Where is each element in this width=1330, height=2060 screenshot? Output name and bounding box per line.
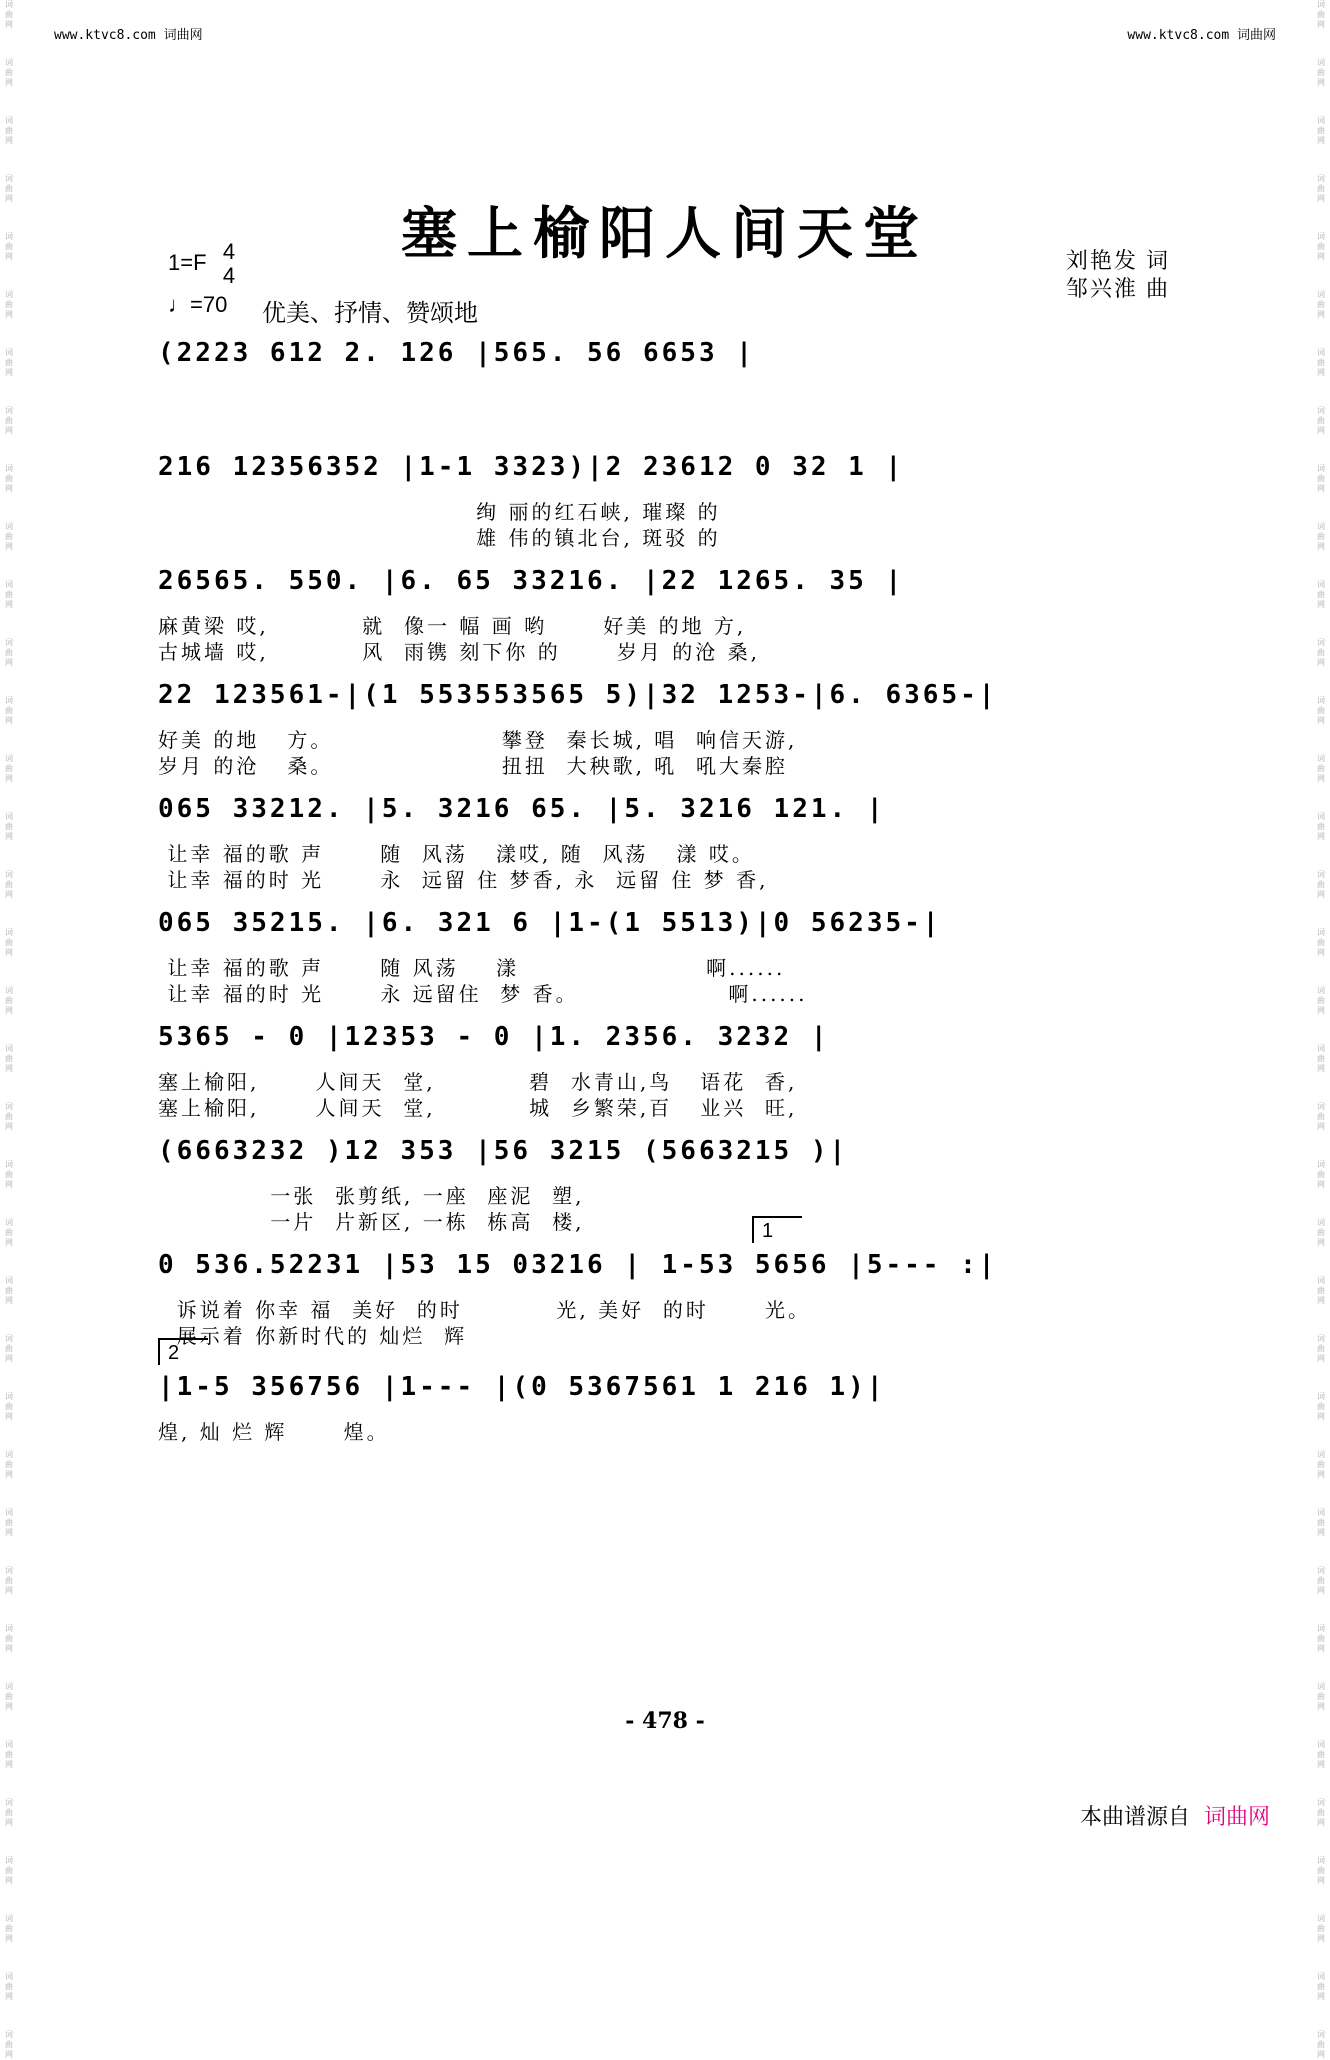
edge-watermark-text: 词曲网 [5,174,13,203]
source-label: 本曲谱源自 [1079,1804,1190,1829]
lyric-verse-1: 好美 的地 方。 攀登 秦长城, 唱 响信天游, [158,728,798,752]
edge-watermark-text: 词曲网 [1317,406,1325,435]
edge-watermark-text: 词曲网 [1317,1566,1325,1595]
edge-watermark-text: 词曲网 [5,1798,13,1827]
edge-watermark-text: 词曲网 [5,1392,13,1421]
edge-watermark-text: 词曲网 [1317,1914,1325,1943]
edge-watermark-text: 词曲网 [5,58,13,87]
lyric-verse-1: 让幸 福的歌 声 随 风荡 漾哎, 随 风荡 漾 哎。 [158,842,755,866]
header-site-right[interactable]: www.ktvc8.com 词曲网 [1127,28,1276,43]
edge-watermark-text: 词曲网 [5,116,13,145]
edge-watermark-text: 词曲网 [5,1972,13,2001]
lyric-verse-1: 塞上榆阳, 人间天 堂, 碧 水青山,鸟 语花 香, [158,1070,798,1094]
edge-watermark-text: 词曲网 [5,348,13,377]
edge-watermark-text: 词曲网 [1317,1682,1325,1711]
notation-line: (6663232 )12 353 |56 3215 (5663215 )| [158,1136,849,1166]
song-title: 塞上榆阳人间天堂 [401,201,929,267]
volta-bracket: 2 [158,1338,208,1365]
notation-line: 0 536.52231 |53 15 03216 | 1-53 5656 |5--- :| [158,1250,998,1280]
edge-watermark-text: 词曲网 [1317,522,1325,551]
notation-line: 065 33212. |5. 3216 65. |5. 3216 121. | [158,794,886,824]
lyricist-credit: 刘艳发 词 [1065,248,1170,273]
edge-watermark-text: 词曲网 [1317,1334,1325,1363]
edge-watermark-text: 词曲网 [1317,1218,1325,1247]
edge-watermark-text: 词曲网 [5,1334,13,1363]
edge-watermark-text: 词曲网 [1317,870,1325,899]
source-credit [1080,1800,1270,1831]
lyric-verse-2: 一片 片新区, 一栋 栋高 楼, [158,1210,585,1234]
notation-line: |1-5 356756 |1--- |(0 5367561 1 216 1)| [158,1372,886,1402]
edge-watermark-text: 词曲网 [1317,2030,1325,2059]
lyric-verse-2: 雄 伟的镇北台, 斑驳 的 [158,526,721,550]
edge-watermark-text: 词曲网 [1317,1276,1325,1305]
edge-watermark-text: 词曲网 [5,290,13,319]
notation-line: 26565. 550. |6. 65 33216. |22 1265. 35 | [158,566,905,596]
lyric-verse-1: 一张 张剪纸, 一座 座泥 塑, [158,1184,585,1208]
lyric-verse-1: 诉说着 你幸 福 美好 的时 光, 美好 的时 光。 [158,1298,812,1322]
edge-watermark-text: 词曲网 [1317,1798,1325,1827]
edge-watermark-text: 词曲网 [5,1508,13,1537]
edge-watermark-text: 词曲网 [1317,1624,1325,1653]
edge-watermark-text: 词曲网 [1317,754,1325,783]
edge-watermark-text: 词曲网 [1317,116,1325,145]
edge-watermark-text: 词曲网 [5,754,13,783]
edge-watermark-text: 词曲网 [5,1450,13,1479]
edge-watermark-text: 词曲网 [5,1856,13,1885]
edge-watermark-text: 词曲网 [1317,696,1325,725]
edge-watermark-text: 词曲网 [1317,1392,1325,1421]
notation-line: 216 12356352 |1-1 3323)|2 23612 0 32 1 | [158,452,905,482]
edge-watermark-text: 词曲网 [1317,1972,1325,2001]
edge-watermark-text: 词曲网 [1317,1102,1325,1131]
edge-watermark-text: 词曲网 [5,0,13,29]
edge-watermark-text: 词曲网 [5,1160,13,1189]
edge-watermark-text: 词曲网 [1317,464,1325,493]
lyric-verse-2: 让幸 福的时 光 永 远留 住 梦香, 永 远留 住 梦 香, [158,868,769,892]
lyric-verse-2: 古城墙 哎, 风 雨镌 刻下你 的 岁月 的沧 桑, [158,640,760,664]
edge-watermark-text: 词曲网 [1317,290,1325,319]
edge-watermark-text: 词曲网 [1317,348,1325,377]
edge-watermark-text: 词曲网 [1317,1856,1325,1885]
edge-watermark-text: 词曲网 [5,1740,13,1769]
notation-line: (2223 612 2. 126 |565. 56 6653 | [158,338,755,368]
edge-watermark-text: 词曲网 [5,1566,13,1595]
edge-watermark-text: 词曲网 [5,638,13,667]
edge-watermark-text: 词曲网 [5,1624,13,1653]
edge-watermark-text: 词曲网 [1317,232,1325,261]
edge-watermark-text: 词曲网 [1317,1044,1325,1073]
time-signature-top: 4 [222,239,236,264]
edge-watermark-text: 词曲网 [5,696,13,725]
edge-watermark-text: 词曲网 [5,870,13,899]
edge-watermark-text: 词曲网 [1317,1508,1325,1537]
edge-watermark-text: 词曲网 [5,1914,13,1943]
edge-watermark-text: 词曲网 [1317,1740,1325,1769]
lyric-verse-2: 塞上榆阳, 人间天 堂, 城 乡繁荣,百 业兴 旺, [158,1096,798,1120]
notation-line: 22 123561-|(1 553553565 5)|32 1253-|6. 6365-| [158,680,998,710]
edge-watermark-text: 词曲网 [5,464,13,493]
time-signature-bottom: 4 [222,263,236,288]
edge-watermark-text: 词曲网 [5,1276,13,1305]
page-number: - 478 - [625,1708,705,1734]
volta-bracket: 1 [752,1216,802,1243]
edge-watermark-text: 词曲网 [5,2030,13,2059]
lyric-verse-2: 让幸 福的时 光 永 远留住 梦 香。 啊...... [158,982,808,1006]
source-brand-link[interactable]: 词曲网 [1203,1804,1270,1829]
edge-watermark-text: 词曲网 [1317,986,1325,1015]
edge-watermark-text: 词曲网 [5,1044,13,1073]
edge-watermark-text: 词曲网 [5,928,13,957]
lyric-verse-2: 展示着 你新时代的 灿烂 辉 [158,1324,468,1348]
edge-watermark-text: 词曲网 [1317,174,1325,203]
edge-watermark-text: 词曲网 [1317,1160,1325,1189]
right-edge-watermark [1314,0,1328,2059]
header-site-left[interactable]: www.ktvc8.com 词曲网 [54,28,203,43]
edge-watermark-text: 词曲网 [1317,812,1325,841]
edge-watermark-text: 词曲网 [5,1682,13,1711]
lyric-verse-1: 让幸 福的歌 声 随 风荡 漾 啊...... [158,956,786,980]
edge-watermark-text: 词曲网 [5,812,13,841]
edge-watermark-text: 词曲网 [5,406,13,435]
edge-watermark-text: 词曲网 [1317,58,1325,87]
lyric-verse-1: 煌, 灿 烂 辉 煌。 [158,1420,390,1444]
edge-watermark-text: 词曲网 [1317,638,1325,667]
tempo-marking: ♩=70 [168,292,228,317]
lyric-verse-2: 岁月 的沧 桑。 扭扭 大秧歌, 吼 吼大秦腔 [158,754,789,778]
lyric-verse-1: 绚 丽的红石峡, 璀璨 的 [158,500,721,524]
left-edge-watermark [2,0,16,2059]
edge-watermark-text: 词曲网 [5,580,13,609]
notation-line: 065 35215. |6. 321 6 |1-(1 5513)|0 56235-| [158,908,942,938]
lyric-verse-1: 麻黄梁 哎, 就 像一 幅 画 哟 好美 的地 方, [158,614,747,638]
edge-watermark-text: 词曲网 [1317,0,1325,29]
edge-watermark-text: 词曲网 [5,1102,13,1131]
time-signature [218,240,240,288]
edge-watermark-text: 词曲网 [1317,580,1325,609]
key-signature: 1=F [168,250,207,275]
edge-watermark-text: 词曲网 [5,522,13,551]
expression-marking: 优美、抒情、赞颂地 [262,300,478,327]
edge-watermark-text: 词曲网 [5,232,13,261]
edge-watermark-text: 词曲网 [1317,928,1325,957]
edge-watermark-text: 词曲网 [1317,1450,1325,1479]
composer-credit: 邹兴淮 曲 [1065,276,1170,301]
edge-watermark-text: 词曲网 [5,1218,13,1247]
notation-line: 5365 - 0 |12353 - 0 |1. 2356. 3232 | [158,1022,830,1052]
edge-watermark-text: 词曲网 [5,986,13,1015]
